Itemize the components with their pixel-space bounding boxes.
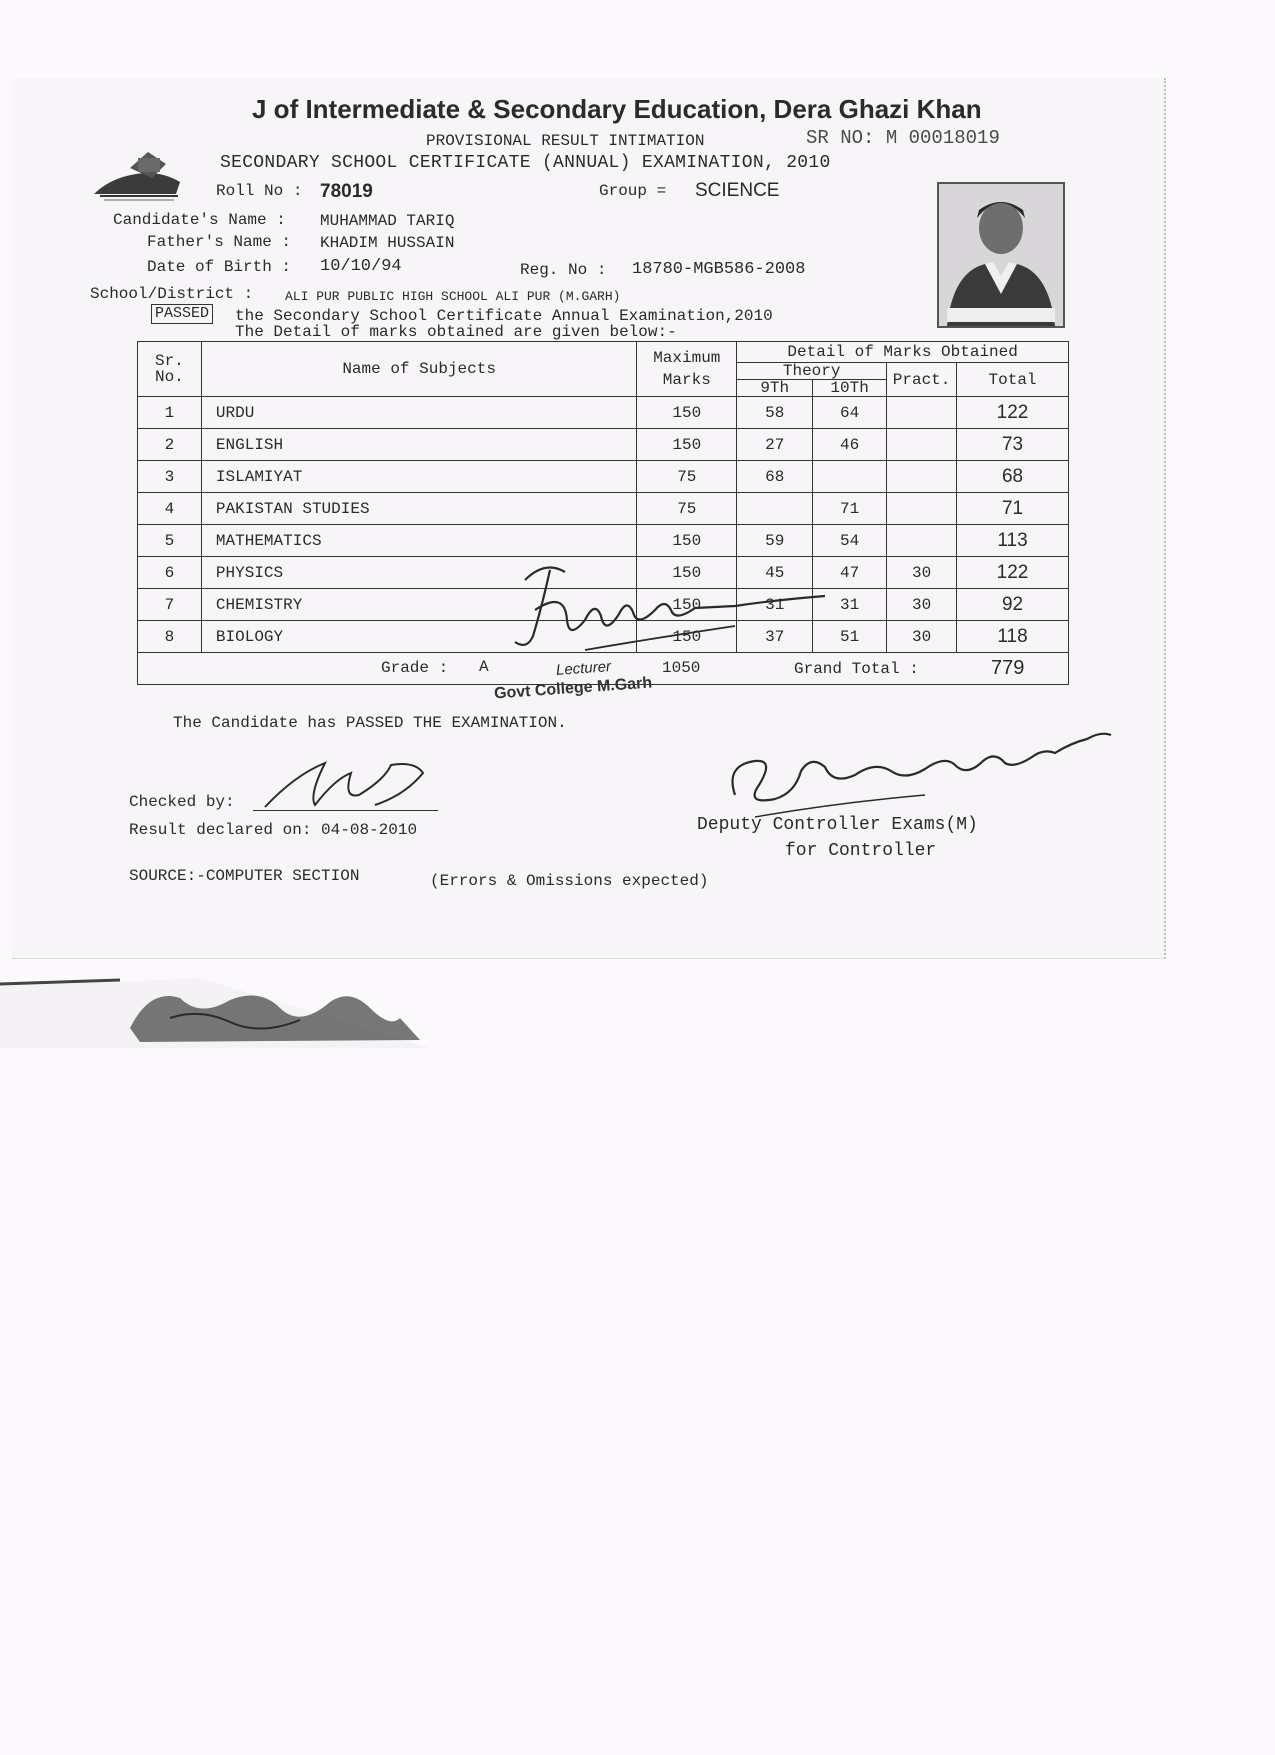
subject-cell: CHEMISTRY bbox=[201, 589, 636, 621]
reg-value: 18780-MGB586-2008 bbox=[632, 260, 806, 279]
ninth-cell: 59 bbox=[737, 525, 813, 557]
sr-cell: 7 bbox=[138, 589, 202, 621]
ninth-cell: 27 bbox=[737, 429, 813, 461]
sr-header: Sr. No. bbox=[138, 342, 202, 397]
father-name-label: Father's Name : bbox=[147, 233, 292, 251]
pract-cell: 30 bbox=[887, 557, 957, 589]
pract-cell bbox=[887, 525, 957, 557]
table-row bbox=[138, 461, 1069, 493]
pract-header: Pract. bbox=[887, 363, 957, 397]
controller-signature bbox=[715, 725, 1115, 825]
detail-text: The Detail of marks obtained are given below:- bbox=[235, 323, 677, 341]
checked-label: Checked by: bbox=[129, 793, 235, 811]
declared-text: Result declared on: bbox=[129, 821, 312, 839]
total-cell: 113 bbox=[957, 525, 1069, 557]
subject-cell: PHYSICS bbox=[201, 557, 636, 589]
total-cell: 68 bbox=[957, 461, 1069, 493]
sr-label: SR NO: bbox=[806, 127, 875, 149]
subject-cell: BIOLOGY bbox=[201, 621, 636, 653]
tenth-cell: 64 bbox=[813, 397, 887, 429]
deputy-controller: Deputy Controller Exams(M) bbox=[697, 815, 978, 835]
subject-cell: URDU bbox=[201, 397, 636, 429]
sr-cell: 4 bbox=[138, 493, 202, 525]
roll-label: Roll No : bbox=[216, 182, 303, 200]
ninth-cell: 31 bbox=[737, 589, 813, 621]
sr-number bbox=[806, 127, 1000, 149]
max-cell: 150 bbox=[637, 525, 737, 557]
ninth-cell bbox=[737, 493, 813, 525]
tenth-header: 10Th bbox=[813, 380, 887, 397]
max-marks-header: Maximum Marks bbox=[637, 342, 737, 397]
sr-cell: 3 bbox=[138, 461, 202, 493]
max-cell: 75 bbox=[637, 493, 737, 525]
subject-cell: PAKISTAN STUDIES bbox=[201, 493, 636, 525]
max-cell: 150 bbox=[637, 429, 737, 461]
tenth-cell: 51 bbox=[813, 621, 887, 653]
checker-signature bbox=[255, 755, 455, 815]
dob-value: 10/10/94 bbox=[320, 257, 402, 276]
group-label: Group = bbox=[599, 182, 667, 200]
max-total: 1050 bbox=[662, 659, 701, 677]
result-text: The Candidate has PASSED THE EXAMINATION. bbox=[173, 714, 567, 732]
sr-cell: 8 bbox=[138, 621, 202, 653]
grade-label: Grade : bbox=[381, 659, 449, 677]
pract-cell bbox=[887, 429, 957, 461]
tenth-cell: 54 bbox=[813, 525, 887, 557]
detail-header: Detail of Marks Obtained bbox=[737, 342, 1069, 363]
total-cell: 122 bbox=[957, 397, 1069, 429]
school-label: School/District : bbox=[90, 285, 254, 303]
table-row bbox=[138, 397, 1069, 429]
declared-label bbox=[129, 821, 417, 839]
total-header: Total bbox=[957, 363, 1069, 397]
subject-cell: MATHEMATICS bbox=[201, 525, 636, 557]
sr-cell: 1 bbox=[138, 397, 202, 429]
school-value: ALI PUR PUBLIC HIGH SCHOOL ALI PUR (M.GARH) bbox=[285, 289, 621, 304]
candidate-photo bbox=[937, 182, 1065, 328]
candidate-name-label: Candidate's Name : bbox=[113, 211, 286, 229]
tenth-cell: 31 bbox=[813, 589, 887, 621]
max-cell: 150 bbox=[637, 397, 737, 429]
total-cell: 118 bbox=[957, 621, 1069, 653]
tenth-cell: 46 bbox=[813, 429, 887, 461]
roll-value: 78019 bbox=[320, 181, 373, 202]
sr-cell: 2 bbox=[138, 429, 202, 461]
father-name-value: KHADIM HUSSAIN bbox=[320, 234, 455, 252]
pract-cell bbox=[887, 461, 957, 493]
sr-value: M 00018019 bbox=[885, 127, 1000, 149]
max-cell: 150 bbox=[637, 589, 737, 621]
max-cell: 150 bbox=[637, 557, 737, 589]
sr-cell: 5 bbox=[138, 525, 202, 557]
provisional-label: PROVISIONAL RESULT INTIMATION bbox=[426, 132, 705, 150]
declared-value: 04-08-2010 bbox=[321, 821, 418, 839]
source-label: SOURCE:-COMPUTER SECTION bbox=[129, 867, 360, 885]
table-row bbox=[138, 429, 1069, 461]
table-row bbox=[138, 493, 1069, 525]
total-cell: 92 bbox=[957, 589, 1069, 621]
subject-cell: ENGLISH bbox=[201, 429, 636, 461]
scan-artifact bbox=[0, 978, 460, 1048]
grand-total-label: Grand Total : bbox=[794, 660, 919, 678]
candidate-name-value: MUHAMMAD TARIQ bbox=[320, 212, 455, 230]
pract-cell bbox=[887, 493, 957, 525]
max-cell: 75 bbox=[637, 461, 737, 493]
group-value: SCIENCE bbox=[695, 180, 780, 201]
reg-label: Reg. No : bbox=[520, 261, 607, 279]
header-row-1 bbox=[138, 342, 1069, 363]
board-title: J of Intermediate & Secondary Education, Dera Ghazi Khan bbox=[252, 94, 982, 124]
ninth-cell: 68 bbox=[737, 461, 813, 493]
pract-cell: 30 bbox=[887, 589, 957, 621]
dob-label: Date of Birth : bbox=[147, 258, 292, 276]
errors-note: (Errors & Omissions expected) bbox=[430, 872, 709, 890]
max-cell: 150 bbox=[637, 621, 737, 653]
stamp-lecturer: Lecturer bbox=[555, 658, 612, 679]
sr-cell: 6 bbox=[138, 557, 202, 589]
total-cell: 73 bbox=[957, 429, 1069, 461]
tenth-cell: 71 bbox=[813, 493, 887, 525]
total-cell: 71 bbox=[957, 493, 1069, 525]
grade-value: A bbox=[479, 658, 489, 676]
teacher-signature bbox=[505, 550, 835, 660]
board-logo-icon bbox=[90, 148, 186, 206]
ninth-cell: 45 bbox=[737, 557, 813, 589]
stamp-college: Govt College M.Garh bbox=[493, 674, 653, 703]
subject-header: Name of Subjects bbox=[201, 342, 636, 397]
pract-cell bbox=[887, 397, 957, 429]
ninth-header: 9Th bbox=[737, 380, 813, 397]
tenth-cell bbox=[813, 461, 887, 493]
for-controller: for Controller bbox=[785, 841, 937, 861]
passed-box: PASSED bbox=[151, 304, 213, 324]
ninth-cell: 58 bbox=[737, 397, 813, 429]
grand-total-value: 779 bbox=[991, 657, 1025, 679]
exam-title: SECONDARY SCHOOL CERTIFICATE (ANNUAL) EXAMINATION, 2010 bbox=[220, 153, 831, 173]
tenth-cell: 47 bbox=[813, 557, 887, 589]
portrait-icon bbox=[939, 184, 1063, 326]
ninth-cell: 37 bbox=[737, 621, 813, 653]
total-cell: 122 bbox=[957, 557, 1069, 589]
passed-text: the Secondary School Certificate Annual Examination,2010 bbox=[235, 307, 773, 325]
theory-header: Theory bbox=[737, 363, 887, 380]
pract-cell: 30 bbox=[887, 621, 957, 653]
subject-cell: ISLAMIYAT bbox=[201, 461, 636, 493]
